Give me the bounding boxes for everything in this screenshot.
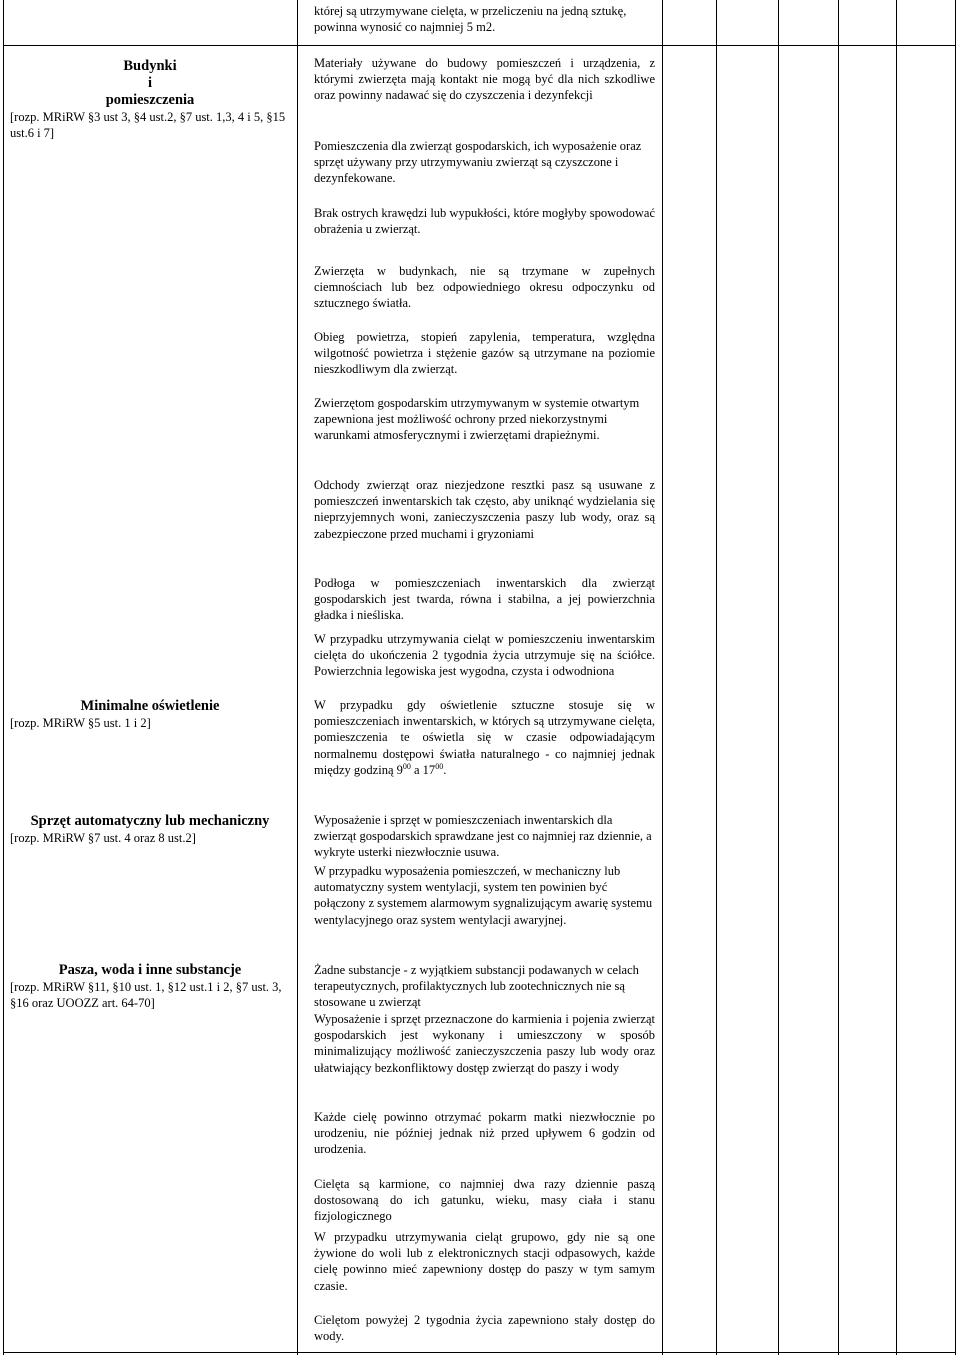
requirement-substances: Żadne substancje - z wyjątkiem substancji podawanych w celach terapeutycznych, profilaktycznych lub zootechnicznych nie są stosowane u zwierząt xyxy=(314,963,639,1010)
requirement-cleaning: Pomieszczenia dla zwierząt gospodarskich, ich wyposażenie oraz sprzęt używany przy utrzymywaniu zwierząt są czyszczone i dezynfekowane. xyxy=(314,139,642,186)
requirement-lighting xyxy=(314,697,655,778)
requirement-materials: Materiały używane do budowy pomieszczeń i urządzenia, z którymi zwierzęta mają kontakt nie mogą być dla nich szkodliwe oraz powinny nadawać się do czyszczenia i dezynfekcji xyxy=(314,56,655,103)
category-oswietlenie xyxy=(10,698,290,731)
category-sprzet xyxy=(10,813,290,846)
requirement-equipment-check: Wyposażenie i sprzęt w pomieszczeniach inwentarskich dla zwierząt gospodarskich sprawdzane jest co najmniej raz dziennie, a wykryte usterki niezwłocznie usuwa. xyxy=(314,813,652,860)
requirement-area: której są utrzymywane cielęta, w przeliczeniu na jedną sztukę, powinna wynosić co najmniej 5 m2. xyxy=(314,4,627,35)
requirement-feeding-equipment: Wyposażenie i sprzęt przeznaczone do karmienia i pojenia zwierząt gospodarskich jest wykonany i umieszczony w sposób minimalizujący możliwość zanieczyszczenia paszy lub wody oraz ułatwiający bezkonfliktowy dostęp zwierząt do paszy i wody xyxy=(314,1012,655,1075)
lighting-sup-1: 00 xyxy=(402,761,411,771)
requirement-colostrum: Każde cielę powinno otrzymać pokarm matki niezwłocznie po urodzeniu, nie później jednak niż przed upływem 6 godzin od urodzenia. xyxy=(314,1110,655,1157)
column-divider-1 xyxy=(297,0,298,1355)
lighting-text-after: . xyxy=(443,762,447,777)
category-budynki-title-3: pomieszczenia xyxy=(105,92,195,108)
category-sprzet-ref: [rozp. MRiRW §7 ust. 4 oraz 8 ust.2] xyxy=(10,831,196,845)
requirement-sharp-edges: Brak ostrych krawędzi lub wypukłości, które mogłyby spowodować obrażenia u zwierząt. xyxy=(314,206,655,237)
row-divider-top xyxy=(3,45,956,46)
requirement-floor: Podłoga w pomieszczeniach inwentarskich dla zwierząt gospodarskich jest twarda, równa i stabilna, a jej powierzchnia gładka i nieśliska. xyxy=(314,576,655,623)
category-budynki-title-1: Budynki xyxy=(123,58,177,74)
category-budynki-title-2: i xyxy=(147,75,153,91)
lighting-sup-2: 00 xyxy=(435,761,444,771)
category-oswietlenie-ref: [rozp. MRiRW §5 ust. 1 i 2] xyxy=(10,716,151,730)
column-divider-6 xyxy=(896,0,897,1355)
table-left-border xyxy=(3,0,4,1355)
lighting-text-before: W przypadku gdy oświetlenie sztuczne stosuje się w pomieszczeniach inwentarskich, w których są utrzymywane cielęta, pomieszczenia te oświetla się w czasie odpowiadającym normalnemu dostępowi światła naturalnego - co najmniej jednak między godziną 9 xyxy=(314,698,655,777)
column-divider-5 xyxy=(838,0,839,1355)
requirement-water: Cielętom powyżej 2 tygodnia życia zapewniono stały dostęp do wody. xyxy=(314,1313,655,1344)
lighting-text-middle: a 17 xyxy=(410,762,436,777)
requirement-darkness: Zwierzęta w budynkach, nie są trzymane w zupełnych ciemnościach lub bez odpowiedniego okresu odpoczynku od sztucznego światła. xyxy=(314,264,655,311)
requirement-waste: Odchody zwierząt oraz niezjedzone resztki pasz są usuwane z pomieszczeń inwentarskich tak często, aby uniknąć wydzielania się nieprzyjemnych woni, zanieczyszczenia paszy lub wody, oraz są zabezpieczone przed muchami i gryzoniami xyxy=(314,478,655,541)
requirement-group-feeding: W przypadku utrzymywania cieląt grupowo, gdy nie są one żywione do woli lub z elektronicznych stacji odpasowych, każde cielę powinno mieć zapewniony dostęp do paszy w tym samym czasie. xyxy=(314,1230,655,1293)
category-budynki xyxy=(10,58,290,141)
category-pasza-title: Pasza, woda i inne substancje xyxy=(58,962,242,978)
requirement-air: Obieg powietrza, stopień zapylenia, temperatura, względna wilgotność powietrza i stężenie gazów są utrzymane na poziomie nieszkodliwym dla zwierząt. xyxy=(314,330,655,377)
column-divider-3 xyxy=(716,0,717,1355)
column-divider-2 xyxy=(662,0,663,1355)
category-oswietlenie-title: Minimalne oświetlenie xyxy=(80,698,220,714)
row-divider-bottom xyxy=(3,1352,956,1353)
category-pasza xyxy=(10,962,290,1011)
column-divider-4 xyxy=(778,0,779,1355)
category-sprzet-title: Sprzęt automatyczny lub mechaniczny xyxy=(30,813,270,829)
category-budynki-ref: [rozp. MRiRW §3 ust 3, §4 ust.2, §7 ust. 1,3, 4 i 5, §15 ust.6 i 7] xyxy=(10,110,286,140)
requirement-ventilation: W przypadku wyposażenia pomieszczeń, w mechaniczny lub automatyczny system wentylacji, system ten powinien być połączony z systemem alarmowym sygnalizującym awarię systemu wentylacyjnego oraz system wentylacji awaryjnej. xyxy=(314,864,653,927)
category-pasza-ref: [rozp. MRiRW §11, §10 ust. 1, §12 ust.1 i 2, §7 ust. 3, §16 oraz UOOZZ art. 64-70] xyxy=(10,980,282,1010)
requirement-feeding-twice: Cielęta są karmione, co najmniej dwa razy dziennie paszą dostosowaną do ich gatunku, wieku, masy ciała i stanu fizjologicznego xyxy=(314,1177,655,1224)
requirement-open-system: Zwierzętom gospodarskim utrzymywanym w systemie otwartym zapewniona jest możliwość ochrony przed niekorzystnymi warunkami atmosferycznymi i zwierzętami drapieżnymi. xyxy=(314,396,640,443)
table-right-border xyxy=(955,0,956,1355)
requirement-bedding: W przypadku utrzymywania cieląt w pomieszczeniu inwentarskim cielęta do ukończenia 2 tygodnia życia utrzymuje się na ściółce. Powierzchnia legowiska jest wygodna, czysta i odwodniona xyxy=(314,632,655,679)
